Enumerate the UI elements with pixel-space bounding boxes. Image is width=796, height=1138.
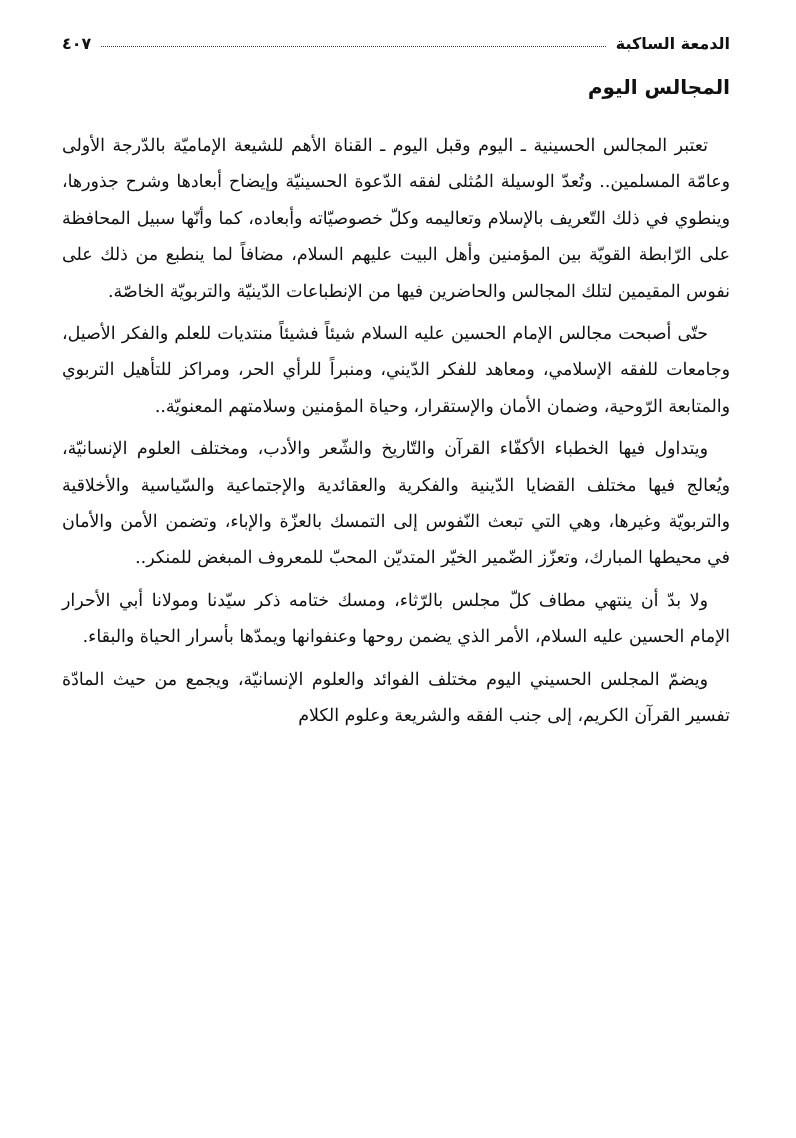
page-number: ٤٠٧: [62, 33, 92, 53]
running-title: الدمعة الساكبة: [615, 33, 730, 53]
paragraph-2: حتّى أصبحت مجالس الإمام الحسين عليه السلام شيئاً فشيئاً منتديات للعلم والفكر الأصيل، وجامعات للفقه الإسلامي، ومعاهد للفكر الدّيني، ومنبراً للرأي الحر، ومراكز للتأهيل التربوي والمتابعة الرّوحية، وضمان الأمان والإستقرار، وحياة المؤمنين وسلامتهم المعنويّة..: [62, 324, 730, 417]
paragraph-5: ويضمّ المجلس الحسيني اليوم مختلف الفوائد والعلوم الإنسانيّة، ويجمع من حيث المادّة تفسير القرآن الكريم، إلى جنب الفقه والشريعة وعلوم الكلام: [62, 669, 730, 727]
dotted-leader: [101, 46, 605, 47]
paragraph-4: ولا بدّ أن ينتهي مطاف كلّ مجلس بالرّثاء، ومسك ختامه ذكر سيّدنا ومولانا أبي الأحرار الإمام الحسين عليه السلام، الأمر الذي يضمن روحها وعنفوانها ويمدّها بأسرار الحياة والبقاء.: [62, 590, 730, 648]
running-header: [62, 28, 730, 58]
section-title: المجالس اليوم: [587, 75, 730, 99]
body-text: [62, 128, 730, 741]
paragraph-1: تعتبر المجالس الحسينية ـ اليوم وقبل اليوم ـ القناة الأهم للشيعة الإماميّة بالدّرجة الأولى وعامّة المسلمين.. وتُعدّ الوسيلة المُثلى لفقه الدّعوة الحسينيّة وإيضاح أبعادها وشرح جذورها، وينطوي في ذلك التّعريف بالإسلام وتعاليمه وكلّ خصوصيّاته وأبعاده، كما وأنّها سبيل المحافظة على الرّابطة القويّة بين المؤمنين وأهل البيت عليهم السلام، مضافاً لما ينطبع من ذلك على نفوس المقيمين لتلك المجالس والحاضرين فيها من الإنطباعات الدّينيّة والتربويّة الخاصّة.: [62, 136, 730, 302]
book-page: [62, 28, 730, 1108]
paragraph-3: ويتداول فيها الخطباء الأكفّاء القرآن والتّاريخ والشّعر والأدب، ومختلف العلوم الإنسانيّة، ويُعالج فيها مختلف القضايا الدّينية والفكرية والعقائدية والإجتماعية والسّياسية والأخلاقية والتربويّة وغيرها، وهي التي تبعث النّفوس إلى التمسك بالعزّة والإباء، وتضمن الأمن والأمان في محيطها المبارك، وتعزّز الضّمير الخيّر المتديّن المحبّ للمعروف المبغض للمنكر..: [62, 439, 730, 569]
